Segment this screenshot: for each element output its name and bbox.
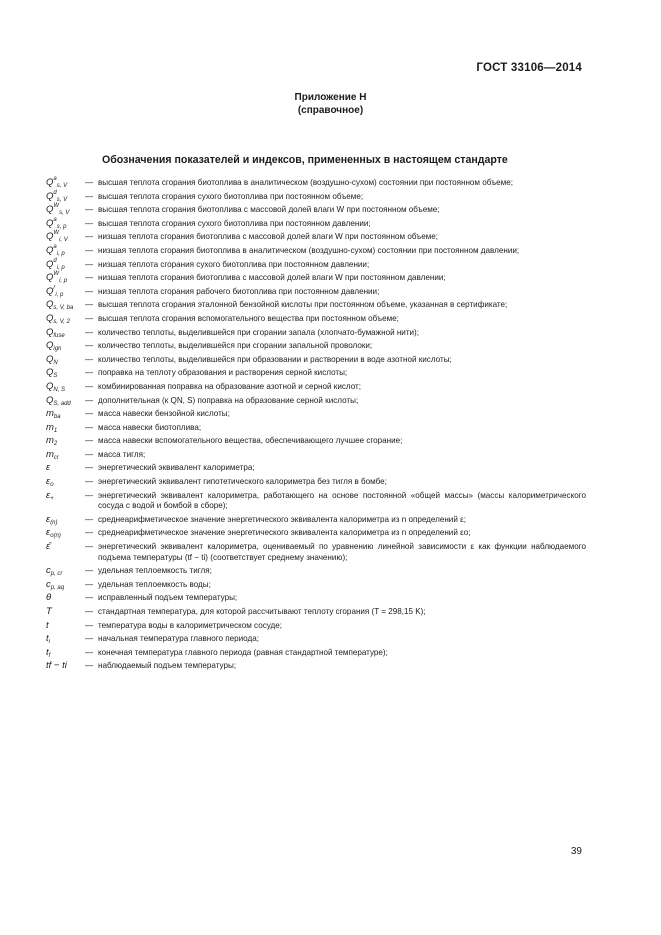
definition-dash: —: [85, 463, 94, 473]
symbol-subscript: 1: [53, 427, 58, 434]
symbol-base: Q: [46, 272, 54, 284]
definition-dash: —: [85, 327, 94, 337]
symbol-subscript: S: [53, 373, 58, 380]
symbol-base: ε: [46, 462, 51, 474]
definition-dash: —: [85, 647, 94, 657]
definition-dash: —: [85, 607, 94, 616]
definition-row: [46, 463, 586, 474]
symbol-base: ε: [46, 489, 51, 501]
definition-text: низшая теплота сгорания рабочего биотоплива при постоянном давлении;: [98, 286, 380, 296]
definition-text: поправка на теплоту образования и растворения серной кислоты;: [98, 368, 348, 378]
definition-symbol: [46, 515, 85, 526]
definition-symbol: [46, 491, 85, 512]
symbol-base: Q: [46, 367, 54, 379]
definition-text: исправленный подъем температуры;: [98, 593, 238, 603]
definition-text: низшая теплота сгорания биотоплива с массовой долей влаги W при постоянном объеме;: [98, 232, 439, 242]
definition-symbol: [46, 368, 85, 379]
definition-dash: —: [85, 313, 94, 323]
symbol-superscript: W: [53, 230, 60, 237]
definition-dash: —: [85, 178, 94, 187]
symbol-subscript: cr: [53, 454, 59, 461]
definition-symbol: [46, 436, 85, 447]
definition-row: [46, 477, 586, 488]
definition-row: [46, 341, 586, 352]
definition-symbol: [46, 314, 85, 325]
symbol-subscript: i, p: [56, 250, 65, 257]
definition-row: [46, 648, 586, 659]
symbol-base: t: [46, 633, 49, 645]
definition-row: [46, 216, 586, 230]
definition-row: [46, 634, 586, 645]
definition-text: высшая теплота сгорания вспомогательного вещества при постоянном объеме;: [98, 313, 399, 323]
definition-dash: —: [85, 341, 94, 351]
symbol-subscript: i, V: [59, 237, 68, 244]
appendix-heading: [0, 91, 661, 117]
definition-symbol: [46, 542, 85, 563]
definition-row: [46, 243, 586, 257]
definition-dash: —: [85, 381, 94, 391]
symbol-subscript: i, p: [56, 264, 65, 271]
definition-dash: —: [85, 218, 94, 228]
definition-row: [46, 566, 586, 577]
definition-symbol: [46, 257, 85, 271]
definition-symbol: [46, 382, 85, 393]
definition-text: масса навески бензойной кислоты;: [98, 409, 230, 419]
definition-text: высшая теплота сгорания эталонной бензойной кислоты при постоянном объеме, указанная в сертификате;: [98, 300, 508, 310]
definition-dash: —: [85, 273, 94, 283]
symbol-base: tf − ti: [46, 660, 67, 672]
definition-text: стандартная температура, для которой рассчитывают теплоту сгорания (T = 298,15 K);: [98, 607, 426, 616]
definitions-list: [46, 178, 586, 675]
definition-dash: —: [85, 542, 94, 552]
definition-dash: —: [85, 528, 94, 538]
definition-row: [46, 515, 586, 526]
page-number: 39: [570, 846, 582, 857]
definition-symbol: [46, 178, 85, 189]
definition-text: конечная температура главного периода (равная стандартной температуре);: [98, 647, 388, 657]
definition-text: наблюдаемый подъем температуры;: [98, 661, 237, 671]
definition-row: [46, 178, 586, 189]
symbol-subscript: i: [48, 639, 50, 646]
definition-dash: —: [85, 422, 94, 432]
symbol-superscript: a: [53, 216, 57, 223]
definition-row: [46, 257, 586, 271]
definition-text: низшая теплота сгорания биотоплива в аналитическом (воздушно-сухом) состоянии при постоянном давлении;: [98, 245, 520, 255]
symbol-base: c: [46, 565, 51, 577]
symbol-superscript: a: [53, 243, 57, 250]
symbol-subscript: f: [48, 652, 51, 659]
definition-row: [46, 328, 586, 339]
definition-symbol: [46, 205, 85, 216]
appendix-title: Приложение Н: [294, 92, 367, 103]
definition-dash: —: [85, 368, 94, 378]
definition-row: [46, 232, 586, 243]
definition-dash: —: [85, 395, 94, 405]
symbol-base: Q: [46, 177, 54, 188]
symbol-subscript: N: [53, 359, 58, 366]
symbol-subscript: fuse: [53, 332, 65, 339]
definition-text: высшая теплота сгорания сухого биотоплива при постоянном давлении;: [98, 218, 371, 228]
symbol-superscript: W: [53, 271, 60, 278]
symbol-subscript: i, p: [55, 291, 64, 298]
definition-symbol: [46, 648, 85, 659]
symbol-base: t: [46, 646, 49, 658]
symbol-superscript: d: [53, 257, 57, 264]
definition-row: [46, 580, 586, 591]
symbol-base: c: [46, 578, 51, 590]
definition-symbol: [46, 661, 85, 672]
definition-text: комбинированная поправка на образование азотной и серной кислот;: [98, 381, 361, 391]
definition-symbol: [46, 463, 85, 474]
definition-text: масса навески биотоплива;: [98, 422, 202, 432]
definition-text: низшая теплота сгорания сухого биотоплива при постоянном давлении;: [98, 259, 370, 269]
symbol-subscript: N, S: [53, 386, 66, 393]
definition-dash: —: [85, 259, 94, 269]
definition-symbol: [46, 341, 85, 352]
symbol-base: Q: [46, 353, 54, 365]
symbol-subscript: +: [50, 495, 54, 502]
definition-symbol: [46, 607, 85, 618]
definition-symbol: [46, 593, 85, 604]
definition-symbol: [46, 300, 85, 311]
symbol-base: t: [46, 619, 49, 631]
symbol-base: Q: [46, 299, 54, 311]
definition-dash: —: [85, 300, 94, 310]
definition-dash: —: [85, 354, 94, 364]
symbol-base: Q: [46, 285, 54, 297]
symbol-base: Q: [46, 231, 54, 243]
definition-text: удельная теплоемкость тигля;: [98, 566, 212, 576]
symbol-base: ε: [46, 527, 51, 539]
symbol-subscript: o: [50, 482, 54, 489]
definition-text: масса тигля;: [98, 449, 146, 459]
definition-row: [46, 593, 586, 604]
definition-text: количество теплоты, выделившейся при образовании и растворении в воде азотной кислоты;: [98, 354, 452, 364]
definition-dash: —: [85, 205, 94, 215]
symbol-base: Q: [46, 217, 54, 229]
symbol-subscript: o(n): [50, 533, 61, 540]
definition-dash: —: [85, 286, 94, 296]
symbol-base: Q: [46, 190, 54, 202]
symbol-base: Q: [46, 244, 54, 256]
symbol-base: ε: [46, 513, 51, 525]
symbol-base: m: [46, 448, 54, 460]
symbol-subscript: s, p: [56, 223, 67, 230]
symbol-subscript: ba: [53, 414, 61, 421]
definition-text: высшая теплота сгорания биотоплива с массовой долей влаги W при постоянном объеме;: [98, 205, 440, 215]
symbol-base: θ: [46, 592, 52, 604]
definition-row: [46, 355, 586, 366]
definition-dash: —: [85, 661, 94, 671]
definition-text: удельная теплоемкость воды;: [98, 579, 211, 589]
symbol-subscript: p, cr: [50, 571, 63, 578]
symbol-subscript: s, V: [56, 183, 68, 189]
symbol-base: Q: [46, 394, 54, 406]
definition-text: энергетический эквивалент калориметра, оцениваемый по уравнению линейной зависимости ε как функции наблюдаемого подъема температуры (tf − ti) (соответствует среднему значению);: [98, 542, 586, 562]
definition-text: начальная температура главного периода;: [98, 634, 259, 644]
definition-symbol: [46, 355, 85, 366]
symbol-subscript: i, p: [59, 278, 68, 285]
definition-symbol: [46, 409, 85, 420]
definition-symbol: [46, 243, 85, 257]
symbol-base: m: [46, 421, 54, 433]
definition-dash: —: [85, 566, 94, 576]
definition-dash: —: [85, 579, 94, 589]
symbol-base: ε: [46, 476, 51, 488]
definition-symbol: [46, 477, 85, 488]
definition-dash: —: [85, 490, 94, 500]
definition-text: высшая теплота сгорания сухого биотоплива при постоянном объеме;: [98, 191, 364, 201]
symbol-subscript: ign: [53, 346, 62, 353]
definition-symbol: [46, 189, 85, 203]
definition-text: высшая теплота сгорания биотоплива в аналитическом (воздушно-сухом) состоянии при постоянном объеме;: [98, 178, 513, 187]
definition-dash: —: [85, 449, 94, 459]
definition-symbol: [46, 328, 85, 339]
symbol-base: m: [46, 435, 54, 447]
definition-symbol: [46, 621, 85, 632]
definition-row: [46, 450, 586, 461]
definition-row: [46, 423, 586, 434]
appendix-subtitle: (справочное): [297, 105, 364, 116]
symbol-base: Q: [46, 340, 54, 352]
definition-symbol: [46, 566, 85, 577]
definition-row: [46, 661, 586, 672]
definition-symbol: [46, 273, 85, 284]
symbol-superscript: d: [53, 189, 57, 196]
symbol-subscript: 2: [53, 441, 58, 448]
definition-symbol: [46, 634, 85, 645]
symbol-subscript: s, V, 2: [53, 318, 70, 325]
definition-row: [46, 314, 586, 325]
symbol-base: Q: [46, 326, 54, 338]
definition-dash: —: [85, 232, 94, 242]
definition-dash: —: [85, 245, 94, 255]
definition-row: [46, 396, 586, 407]
definition-dash: —: [85, 593, 94, 603]
definition-dash: —: [85, 634, 94, 644]
definition-dash: —: [85, 191, 94, 201]
definition-row: [46, 542, 586, 563]
symbol-subscript: s, V: [59, 210, 70, 217]
definition-text: температура воды в калориметрическом сосуде;: [98, 620, 282, 630]
definition-text: масса навески вспомогательного вещества, обеспечивающего лучшее сгорание;: [98, 436, 403, 446]
definition-row: [46, 621, 586, 632]
symbol-superscript: W: [53, 203, 60, 210]
symbol-subscript: s, V: [56, 196, 68, 203]
definition-row: [46, 607, 586, 618]
definition-text: энергетический эквивалент гипотетического калориметра без тигля в бомбе;: [98, 477, 387, 487]
definition-symbol: [46, 450, 85, 461]
symbol-superscript: a: [53, 176, 57, 182]
definition-row: [46, 205, 586, 216]
symbol-subscript: S, add: [53, 400, 71, 407]
definition-symbol: [46, 423, 85, 434]
definition-symbol: [46, 396, 85, 407]
symbol-base: Q: [46, 312, 54, 324]
definition-text: среднеарифметическое значение энергетического эквивалента калориметра из n определений εo;: [98, 528, 471, 538]
definition-text: среднеарифметическое значение энергетического эквивалента калориметра из n определений ε;: [98, 514, 466, 524]
standard-designation: ГОСТ 33106—2014: [476, 62, 582, 74]
definition-row: [46, 368, 586, 379]
definition-symbol: [46, 284, 85, 298]
definition-symbol: [46, 232, 85, 243]
definition-row: [46, 491, 586, 512]
symbol-base: T: [46, 606, 52, 617]
definition-row: [46, 273, 586, 284]
definition-dash: —: [85, 436, 94, 446]
definition-dash: —: [85, 514, 94, 524]
symbol-subscript: p, aq: [50, 584, 65, 591]
definition-dash: —: [85, 620, 94, 630]
symbol-superscript: r: [53, 284, 56, 291]
definition-text: энергетический эквивалент калориметра;: [98, 463, 255, 473]
symbol-base: Q: [46, 204, 54, 216]
definition-row: [46, 189, 586, 203]
definition-symbol: [46, 528, 85, 539]
definition-text: дополнительная (к QN, S) поправка на образование серной кислоты;: [98, 395, 359, 405]
definition-row: [46, 284, 586, 298]
definition-dash: —: [85, 409, 94, 419]
definition-text: количество теплоты, выделившейся при сгорании запала (хлопчато-бумажной нити);: [98, 327, 419, 337]
definition-row: [46, 409, 586, 420]
definition-text: низшая теплота сгорания биотоплива с массовой долей влаги W при постоянном давлении;: [98, 273, 446, 283]
definition-row: [46, 382, 586, 393]
definition-row: [46, 528, 586, 539]
symbol-subscript: s, V, ba: [53, 305, 74, 312]
definition-text: энергетический эквивалент калориметра, работающего на основе постоянной «общей массы» (массы калориметрического сосуда с водой и бомбой в сборе);: [98, 490, 586, 511]
definition-text: количество теплоты, выделившейся при сгорании запальной проволоки;: [98, 341, 373, 351]
section-title: Обозначения показателей и индексов, примененных в настоящем стандарте: [102, 154, 508, 166]
definition-row: [46, 300, 586, 311]
symbol-base: ε̂: [46, 541, 51, 553]
symbol-base: Q: [46, 258, 54, 270]
symbol-subscript: (n): [50, 519, 58, 526]
definition-symbol: [46, 580, 85, 591]
symbol-base: Q: [46, 380, 54, 392]
symbol-base: m: [46, 408, 54, 420]
definition-row: [46, 436, 586, 447]
definition-dash: —: [85, 477, 94, 487]
definition-symbol: [46, 216, 85, 230]
